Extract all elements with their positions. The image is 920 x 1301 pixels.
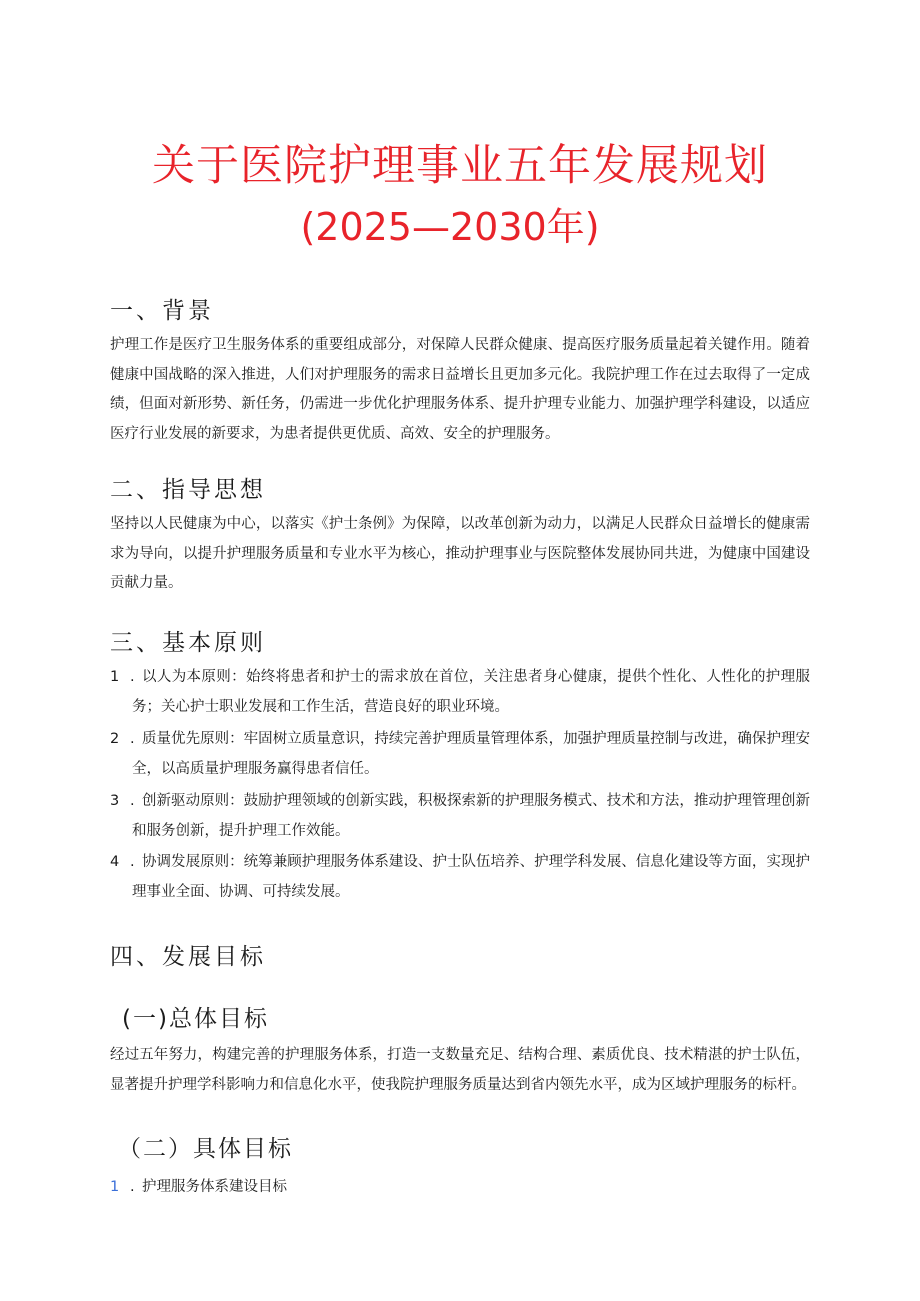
list-item-text: 以人为本原则：始终将患者和护士的需求放在首位，关注患者身心健康，提供个性化、人性化的护理服务；关心护士职业发展和工作生活，营造良好的职业环境。: [132, 669, 810, 715]
list-item-dot: .: [130, 669, 135, 685]
list-item-specific-goal-1: [110, 1173, 810, 1203]
list-item-principle-4: [110, 848, 810, 907]
paragraph-background: 护理工作是医疗卫生服务体系的重要组成部分，对保障人民群众健康、提高医疗服务质量起着关键作用。随着健康中国战略的深入推进，人们对护理服务的需求日益增长且更加多元化。我院护理工作在过去取得了一定成绩，但面对新形势、新任务，仍需进一步优化护理服务体系、提升护理专业能力、加强护理学科建设，以适应医疗行业发展的新要求，为患者提供更优质、高效、安全的护理服务。: [110, 337, 810, 442]
list-item-dot: .: [130, 731, 135, 747]
list-item-number: 4: [110, 854, 120, 870]
list-item-text: 护理服务体系建设目标: [142, 1179, 287, 1195]
list-item-text: 质量优先原则：牢固树立质量意识，持续完善护理质量管理体系，加强护理质量控制与改进，确保护理安全，以高质量护理服务赢得患者信任。: [132, 731, 810, 777]
list-item-principle-3: [110, 787, 810, 846]
list-item-principle-1: [110, 663, 810, 722]
paragraph-overall-goal: 经过五年努力，构建完善的护理服务体系，打造一支数量充足、结构合理、素质优良、技术精湛的护士队伍，显著提升护理学科影响力和信息化水平，使我院护理服务质量达到省内领先水平，成为区域护理服务的标杆。: [110, 1047, 810, 1093]
heading-overall-goal: (一)总体目标: [122, 1006, 269, 1032]
heading-background: 一、背景: [110, 298, 214, 324]
heading-basic-principles: 三、基本原则: [110, 630, 266, 656]
document-subtitle-years: (2025—2030年): [300, 205, 600, 249]
heading-specific-goals: （二）具体目标: [118, 1136, 293, 1162]
list-item-principle-2: [110, 725, 810, 784]
list-item-number: 2: [110, 731, 120, 747]
list-item-text: 协调发展原则：统筹兼顾护理服务体系建设、护士队伍培养、护理学科发展、信息化建设等方面，实现护理事业全面、协调、可持续发展。: [132, 854, 810, 900]
list-item-number: 1: [110, 1179, 120, 1195]
list-item-number: 1: [110, 669, 120, 685]
list-item-dot: .: [130, 1179, 135, 1195]
list-item-number: 3: [110, 793, 120, 809]
list-item-dot: .: [130, 854, 135, 870]
list-item-dot: .: [130, 793, 135, 809]
heading-development-goals: 四、发展目标: [110, 944, 266, 970]
document-title: 关于医院护理事业五年发展规划: [152, 141, 768, 191]
heading-guiding-ideology: 二、指导思想: [110, 477, 266, 503]
list-item-text: 创新驱动原则：鼓励护理领域的创新实践，积极探索新的护理服务模式、技术和方法，推动护理管理创新和服务创新，提升护理工作效能。: [132, 793, 810, 839]
paragraph-guiding-ideology: 坚持以人民健康为中心，以落实《护士条例》为保障，以改革创新为动力，以满足人民群众日益增长的健康需求为导向，以提升护理服务质量和专业水平为核心，推动护理事业与医院整体发展协同共进，为健康中国建设贡献力量。: [110, 516, 810, 591]
